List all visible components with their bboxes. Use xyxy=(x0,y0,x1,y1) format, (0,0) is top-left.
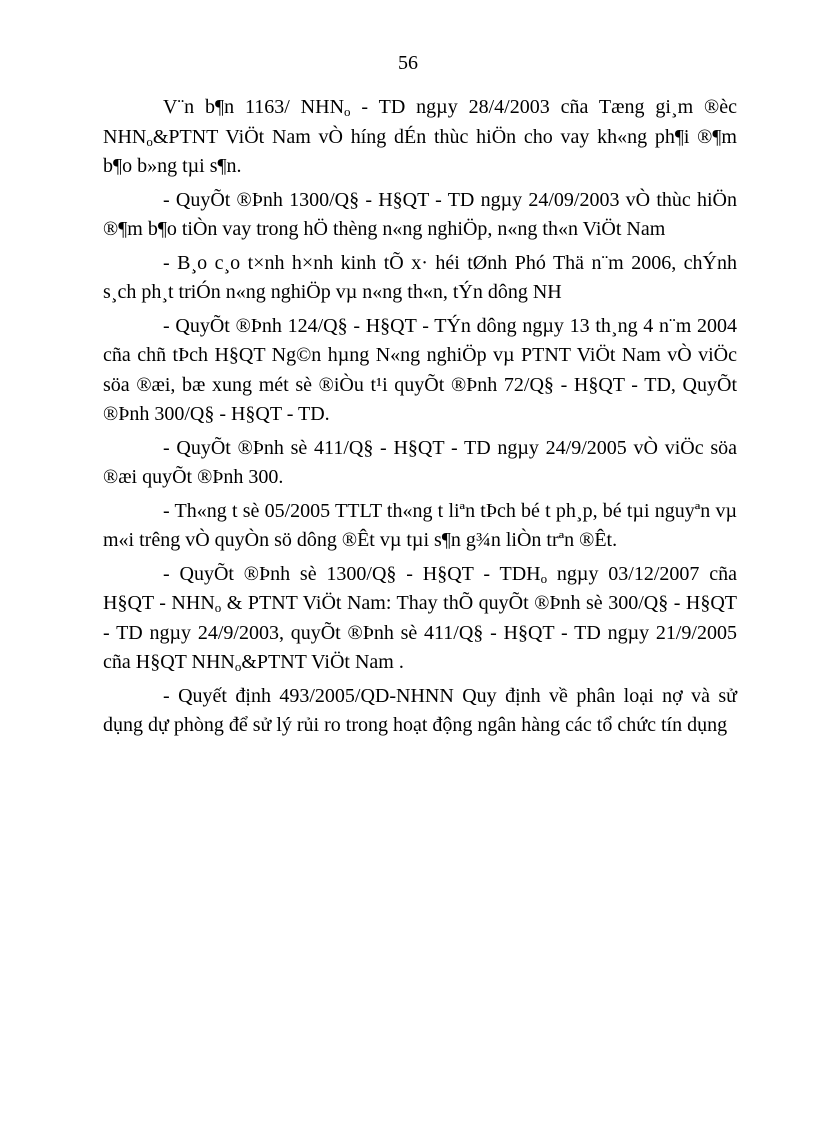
reference-item-6: - Th«ng t sè 05/2005 TTLT th«ng t liªn tÞch bé t ph¸p, bé tµi nguyªn vµ m«i trêng vÒ quyÒn sö dông ®Êt vµ tµi s¶n g¾n liÒn trªn ®Êt. xyxy=(103,499,737,551)
reference-item-4: - QuyÕt ®Þnh 124/Q§ - H§QT - TÝn dông ngµy 13 th¸ng 4 n¨m 2004 cña chñ tÞch H§QT Ng©n hµng N«ng nghiÖp vµ PTNT ViÖt Nam vÒ viÖc söa ®æi, bæ xung mét sè ®iÒu t¹i quyÕt ®Þnh 72/Q§ - H§QT - TD, QuyÕt ®Þnh 300/Q§ - H§QT - TD. xyxy=(103,314,737,425)
page-number: 56 xyxy=(398,52,418,74)
reference-item-2: - QuyÕt ®Þnh 1300/Q§ - H§QT - TD ngµy 24/09/2003 vÒ thùc hiÖn ®¶m b¶o tiÒn vay trong hÖ thèng n«ng nghiÖp, n«ng th«n ViÖt Nam xyxy=(103,188,737,240)
reference-item-8: - Quyết định 493/2005/QD-NHNN Quy định về phân loại nợ và sử dụng dự phòng để sử lý rủi ro trong hoạt động ngân hàng các tổ chức tín dụng xyxy=(103,684,737,736)
reference-item-5: - QuyÕt ®Þnh sè 411/Q§ - H§QT - TD ngµy 24/9/2005 vÒ viÖc söa ®æi quyÕt ®Þnh 300. xyxy=(103,436,737,488)
reference-item-1: V¨n b¶n 1163/ $NHN_o$ - TD ngµy 28/4/2003 cña Tæng gi¸m ®èc $NHN_o\&PTNT$ ViÖt Nam vÒ híng dÉn thùc hiÖn cho vay kh«ng ph¶i ®¶m b¶o b»ng tµi s¶n. xyxy=(103,96,737,177)
reference-item-7: - QuyÕt ®Þnh sè 1300/Q§ - H§QT - $TDH_o$ ngµy 03/12/2007 cña H§QT - $NHN_o$ & PTNT ViÖt Nam: Thay thÕ quyÕt ®Þnh sè 300/Q§ - H§QT - TD ngµy 24/9/2003, quyÕt ®Þnh sè 411/Q§ - H§QT - TD ngµy 21/9/2005 cña H§QT $NHN_o\&PTNT$ ViÖt Nam . xyxy=(103,562,737,674)
reference-item-3: - B¸o c¸o t×nh h×nh kinh tÕ x· héi tØnh Phó Thä n¨m 2006, chÝnh s¸ch ph¸t triÓn n«ng nghiÖp vµ n«ng th«n, tÝn dông NH xyxy=(103,251,737,303)
reference-list xyxy=(103,93,737,745)
